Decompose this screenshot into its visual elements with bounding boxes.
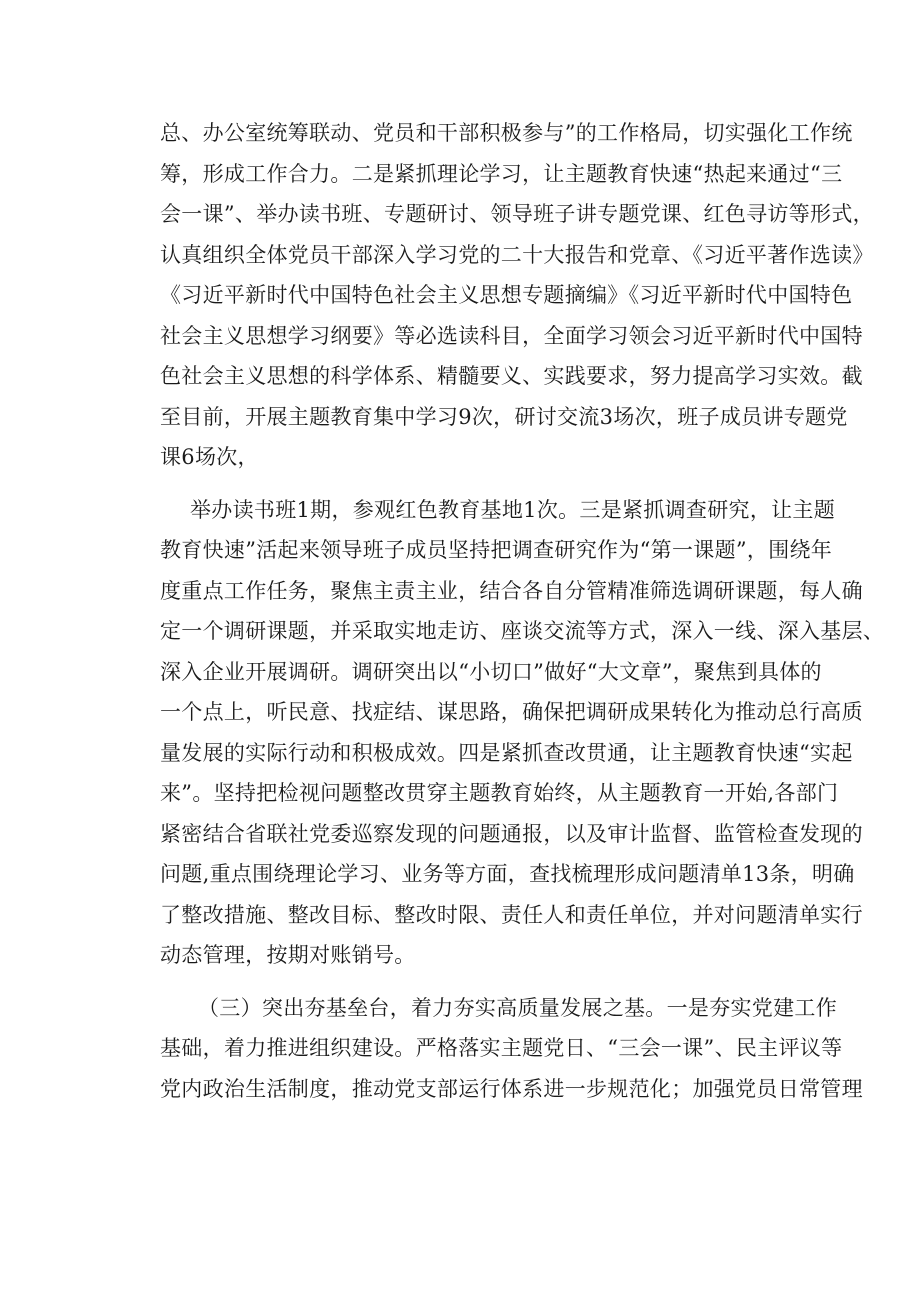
text-line: 色社会主义思想的科学体系、精髓要义、实践要求，努力提高学习实效。截 xyxy=(160,364,863,388)
text-line: 一个点上，听民意、找症结、谋思路，确保把调研成果转化为推动总行高质 xyxy=(160,700,863,724)
paragraph-3 xyxy=(160,988,863,1110)
text-line: 深入企业开展调研。调研突出以“小切口”做好“大文章”，聚焦到具体的 xyxy=(160,659,822,684)
text-line: 社会主义思想学习纲要》等必选读科目，全面学习领会习近平新时代中国特 xyxy=(160,323,863,348)
text-line: 举办读书班1期，参观红色教育基地1次。三是紧抓调查研究，让主题 xyxy=(190,497,836,522)
text-line: 量发展的实际行动和积极成效。四是紧抓查改贯通，让主题教育快速“实起 xyxy=(160,740,853,765)
text-line: 课6场次， xyxy=(160,445,259,469)
text-line: （三）突出夯基垒台，着力夯实高质量发展之基。一是夯实党建工作 xyxy=(198,995,837,1020)
text-line: 了整改措施、整改目标、整改时限、责任人和责任单位，并对问题清单实行 xyxy=(160,902,863,927)
paragraph-2 xyxy=(160,490,885,976)
text-line: 基础，着力推进组织建设。严格落实主题党日、“三会一课”、民主评议等 xyxy=(160,1036,843,1060)
text-line: 紧密结合省联社党委巡察发现的问题通报，以及审计监督、监管检查发现的 xyxy=(160,821,863,846)
text-line: 教育快速”活起来领导班子成员坚持把调查研究作为“第一课题”，围绕年 xyxy=(160,538,833,562)
text-line: 认真组织全体党员干部深入学习党的二十大报告和党章、《习近平著作选读》 xyxy=(160,242,874,267)
text-line: 动态管理，按期对账销号。 xyxy=(160,943,416,967)
text-line: 党内政治生活制度，推动党支部运行体系进一步规范化；加强党员日常管理 xyxy=(160,1076,863,1101)
text-line: 问题,重点围绕理论学习、业务等方面，查找梳理形成问题清单13条，明确 xyxy=(160,862,855,886)
paragraph-gap xyxy=(160,976,810,988)
paragraph-1 xyxy=(160,113,874,478)
document-body xyxy=(160,113,885,1109)
text-line: 会一课”、举办读书班、专题研讨、领导班子讲专题党课、红色寻访等形式， xyxy=(160,202,874,226)
text-line: 总、办公室统筹联动、党员和干部积极参与”的工作格局，切实强化工作统 xyxy=(160,121,853,145)
text-line: 定一个调研课题，并采取实地走访、座谈交流等方式，深入一线、深入基层、 xyxy=(160,619,885,643)
paragraph-gap xyxy=(160,478,810,490)
text-line: 《习近平新时代中国特色社会主义思想专题摘编》《习近平新时代中国特色 xyxy=(160,283,853,307)
text-line: 筹，形成工作合力。二是紧抓理论学习，让主题教育快速“热起来通过“三 xyxy=(160,161,843,186)
text-line: 度重点工作任务，聚焦主责主业，结合各自分管精准筛选调研课题，每人确 xyxy=(160,578,863,603)
text-line: 至目前，开展主题教育集中学习9次，研讨交流3场次，班子成员讲专题党 xyxy=(160,404,848,429)
text-line: 来”。坚持把检视问题整改贯穿主题教育始终，从主题教育一开始,各部门 xyxy=(160,781,839,805)
